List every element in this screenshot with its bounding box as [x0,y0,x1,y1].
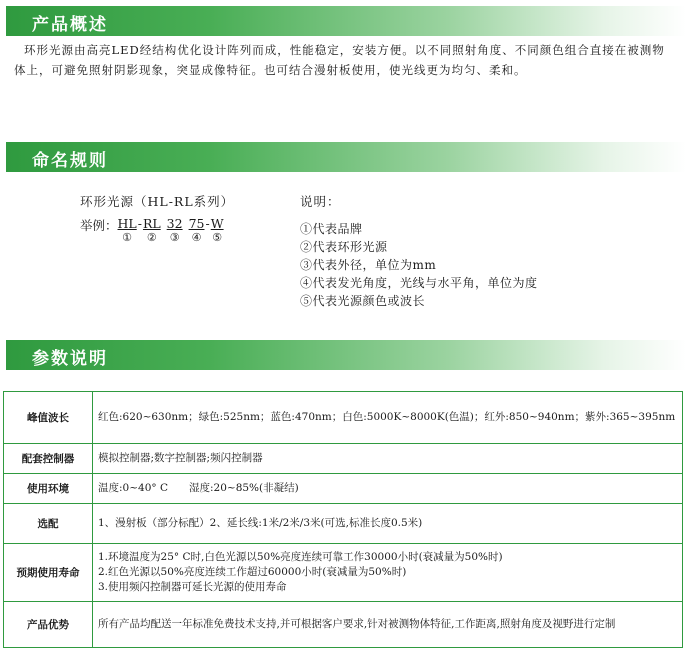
param-value: 所有产品均配送一年标准免费技术支持,并可根据客户要求,针对被测物体特征,工作距离,照射角度及视野进行定制 [93,602,683,648]
param-value: 1、漫射板（部分标配）2、延长线:1米/2米/3米(可选,标准长度0.5米) [93,504,683,544]
param-value: 温度:0~40° C 湿度:20~85%(非凝结) [93,474,683,504]
param-label: 预期使用寿命 [4,544,93,602]
section-title-overview: 产品概述 [32,15,108,35]
rule-item: ③代表外径，单位为mm [300,258,437,272]
param-value: 模拟控制器;数字控制器;频闪控制器 [93,444,683,474]
naming-example-block [80,192,234,244]
code-brand: HL [117,216,137,231]
example-row [80,216,234,244]
params-table [3,391,683,648]
rule-item: ④代表发光角度，光线与水平角，单位为度 [300,276,538,290]
code-num-4: ④ [191,231,202,244]
param-label: 峰值波长 [4,392,93,444]
param-label: 选配 [4,504,93,544]
rule-item: ⑤代表光源颜色或波长 [300,294,426,308]
code-part-diameter [167,216,183,244]
section-header-params [6,340,686,370]
rule-item: ②代表环形光源 [300,240,388,254]
naming-explanation [300,192,538,310]
code-num-1: ① [122,231,133,244]
code-num-3: ③ [169,231,180,244]
code-part-type [143,216,161,244]
explain-title: 说明： [300,194,341,209]
param-label: 配套控制器 [4,444,93,474]
code-part-angle [189,216,205,244]
table-row [4,474,683,504]
code-angle: 75 [188,216,205,231]
example-label: 举例： [80,218,118,233]
param-value: 1.环境温度为25° C时,白色光源以50%亮度连续可靠工作30000小时(衰减量为50%时) 2.红色光源以50%亮度连续工作超过60000小时(衰减量为50%时) 3.使用频闪控制器可延长光源的使用寿命 [93,544,683,602]
code-separator: - [205,216,210,231]
section-header-overview [6,6,686,36]
code-num-5: ⑤ [212,231,223,244]
table-row [4,392,683,444]
section-header-naming [6,142,686,172]
table-row [4,544,683,602]
code-part-brand [118,216,137,244]
section-title-naming: 命名规则 [32,151,108,171]
code-part-color [211,216,224,244]
series-name: 环形光源（HL-RL系列） [80,194,235,209]
table-row [4,504,683,544]
code-separator: - [137,216,142,231]
code-num-2: ② [146,231,157,244]
overview-text: 环形光源由高亮LED经结构优化设计阵列而成，性能稳定，安装方便。以不同照射角度、不同颜色组合直接在被测物体上，可避免照射阴影现象，突显成像特征。也可结合漫射板使用，使光线更为均匀、柔和。 [14,43,665,77]
code-type: RL [142,216,161,231]
param-value: 红色:620~630nm；绿色:525nm；蓝色:470nm；白色:5000K~8000K(色温)；红外:850~940nm；紫外:365~395nm [93,392,683,444]
table-row [4,444,683,474]
param-label: 使用环境 [4,474,93,504]
code-diameter: 32 [166,216,183,231]
section-title-params: 参数说明 [32,349,108,369]
code-color: W [210,216,224,231]
rule-item: ①代表品牌 [300,222,363,236]
model-code [118,216,224,244]
param-label: 产品优势 [4,602,93,648]
table-row [4,602,683,648]
